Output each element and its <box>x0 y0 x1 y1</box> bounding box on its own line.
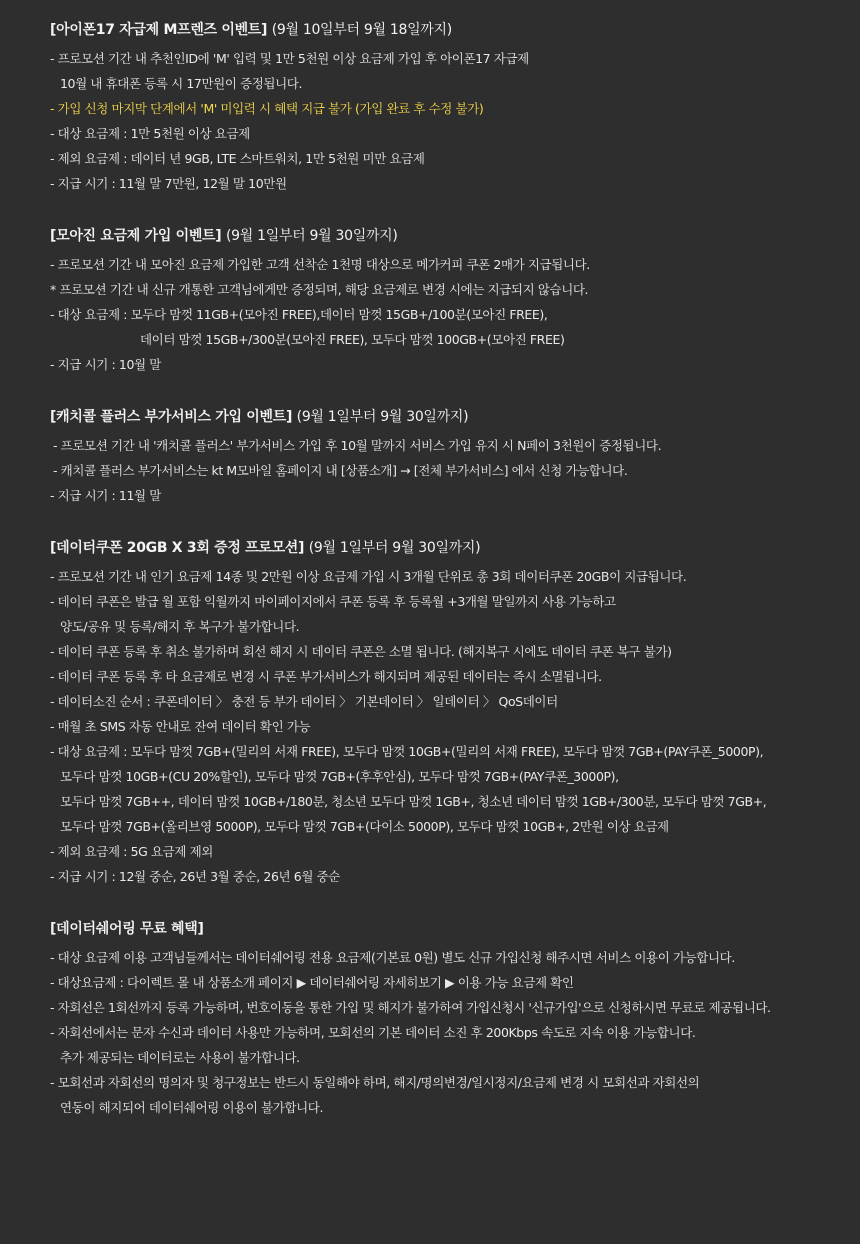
notice-line: - 데이터 쿠폰은 발급 월 포함 익월까지 마이페이지에서 쿠폰 등록 후 등록월 +3개월 말일까지 사용 가능하고 <box>50 594 616 609</box>
notice-line: - 데이터 쿠폰 등록 후 취소 불가하며 회선 해지 시 데이터 쿠폰은 소멸 됩니다. (해지복구 시에도 데이터 쿠폰 복구 불가) <box>50 644 672 659</box>
notice-line: - 모회선과 자회선의 명의자 및 청구정보는 반드시 동일해야 하며, 해지/명의변경/일시정지/요금제 변경 시 모회선과 자회선의 <box>50 1075 700 1090</box>
section-title <box>50 404 840 431</box>
notice-line: - 지급 시기 : 10월 말 <box>50 357 161 372</box>
notice-line: - 대상 요금제 : 모두다 맘껏 11GB+(모아진 FREE),데이터 맘껏 15GB+/100분(모아진 FREE), <box>50 307 548 322</box>
section-title-text: [캐치콜 플러스 부가서비스 가입 이벤트] <box>50 409 293 425</box>
notice-line: - 자회선은 1회선까지 등록 가능하며, 번호이동을 통한 가입 및 해지가 불가하여 가입신청시 '신규가입'으로 신청하시면 무료로 제공됩니다. <box>50 1000 771 1015</box>
section-title-text: [아이폰17 자급제 M프렌즈 이벤트] <box>50 22 268 38</box>
section-moajin-event <box>50 223 840 377</box>
notice-line: - 프로모션 기간 내 추천인ID에 'M' 입력 및 1만 5천원 이상 요금제 가입 후 아이폰17 자급제 <box>50 51 529 66</box>
section-period: (9월 1일부터 9월 30일까지) <box>296 409 469 425</box>
section-period: (9월 10일부터 9월 18일까지) <box>271 22 452 38</box>
notice-line: - 대상요금제 : 다이렉트 몰 내 상품소개 페이지 ▶ 데이터쉐어링 자세히보기 ▶ 이용 가능 요금제 확인 <box>50 975 574 990</box>
notice-line: 10월 내 휴대폰 등록 시 17만원이 증정됩니다. <box>60 76 303 91</box>
notice-line: - 프로모션 기간 내 인기 요금제 14종 및 2만원 이상 요금제 가입 시 3개월 단위로 총 3회 데이터쿠폰 20GB이 지급됩니다. <box>50 569 687 584</box>
section-title-text: [데이터쿠폰 20GB X 3회 증정 프로모션] <box>50 540 305 556</box>
notice-line: - 데이터소진 순서 : 쿠폰데이터 〉 충전 등 부가 데이터 〉 기본데이터 〉 일데이터 〉 QoS데이터 <box>50 694 558 709</box>
notice-line: - 자회선에서는 문자 수신과 데이터 사용만 가능하며, 모회선의 기본 데이터 소진 후 200Kbps 속도로 지속 이용 가능합니다. <box>50 1025 696 1040</box>
section-title <box>50 223 840 250</box>
notice-line: - 프로모션 기간 내 모아진 요금제 가입한 고객 선착순 1천명 대상으로 메가커피 쿠폰 2매가 지급됩니다. <box>50 257 590 272</box>
notice-line: 데이터 맘껏 15GB+/300분(모아진 FREE), 모두다 맘껏 100GB+(모아진 FREE) <box>140 332 565 347</box>
notice-line: - 대상 요금제 이용 고객님들께서는 데이터쉐어링 전용 요금제(기본료 0원) 별도 신규 가입신청 해주시면 서비스 이용이 가능합니다. <box>50 950 735 965</box>
notice-line: - 캐치콜 플러스 부가서비스는 kt M모바일 홈페이지 내 [상품소개] → [전체 부가서비스] 에서 신청 가능합니다. <box>53 463 628 478</box>
section-title <box>50 17 840 44</box>
notice-line: - 지급 시기 : 11월 말 <box>50 488 161 503</box>
section-data-sharing-benefit <box>50 916 840 1120</box>
notice-line: * 프로모션 기간 내 신규 개통한 고객님에게만 증정되며, 해당 요금제로 변경 시에는 지급되지 않습니다. <box>50 282 589 297</box>
section-iphone17-event <box>50 17 840 196</box>
notice-line: 모두다 맘껏 7GB++, 데이터 맘껏 10GB+/180분, 청소년 모두다 맘껏 1GB+, 청소년 데이터 맘껏 1GB+/300분, 모두다 맘껏 7GB+, <box>60 794 767 809</box>
section-period: (9월 1일부터 9월 30일까지) <box>308 540 481 556</box>
section-data-coupon-promotion <box>50 535 840 889</box>
notice-line: 연동이 해지되어 데이터쉐어링 이용이 불가합니다. <box>60 1100 324 1115</box>
notice-line: - 지급 시기 : 11월 말 7만원, 12월 말 10만원 <box>50 176 287 191</box>
notice-line: 모두다 맘껏 10GB+(CU 20%할인), 모두다 맘껏 7GB+(후후안심), 모두다 맘껏 7GB+(PAY쿠폰_3000P), <box>60 769 619 784</box>
notice-line: - 대상 요금제 : 1만 5천원 이상 요금제 <box>50 126 250 141</box>
section-catchcall-event <box>50 404 840 508</box>
notice-line: - 매월 초 SMS 자동 안내로 잔여 데이터 확인 가능 <box>50 719 311 734</box>
notice-page <box>50 17 840 1147</box>
notice-line: 추가 제공되는 데이터로는 사용이 불가합니다. <box>60 1050 300 1065</box>
notice-line: - 제외 요금제 : 데이터 년 9GB, LTE 스마트워치, 1만 5천원 미만 요금제 <box>50 151 425 166</box>
notice-line: - 지급 시기 : 12월 중순, 26년 3월 중순, 26년 6월 중순 <box>50 869 340 884</box>
notice-line: 모두다 맘껏 7GB+(올리브영 5000P), 모두다 맘껏 7GB+(다이소 5000P), 모두다 맘껏 10GB+, 2만원 이상 요금제 <box>60 819 669 834</box>
section-title-text: [데이터쉐어링 무료 혜택] <box>50 921 204 937</box>
section-period: (9월 1일부터 9월 30일까지) <box>225 228 398 244</box>
notice-line: 양도/공유 및 등록/해지 후 복구가 불가합니다. <box>60 619 300 634</box>
warning-line: - 가입 신청 마지막 단계에서 'M' 미입력 시 혜택 지급 불가 (가입 완료 후 수정 불가) <box>50 101 484 116</box>
section-title <box>50 916 840 943</box>
notice-line: - 대상 요금제 : 모두다 맘껏 7GB+(밀리의 서재 FREE), 모두다 맘껏 10GB+(밀리의 서재 FREE), 모두다 맘껏 7GB+(PAY쿠폰_5000P), <box>50 744 764 759</box>
notice-line: - 제외 요금제 : 5G 요금제 제외 <box>50 844 213 859</box>
notice-line: - 데이터 쿠폰 등록 후 타 요금제로 변경 시 쿠폰 부가서비스가 해지되며 제공된 데이터는 즉시 소멸됩니다. <box>50 669 602 684</box>
notice-line: - 프로모션 기간 내 '캐치콜 플러스' 부가서비스 가입 후 10월 말까지 서비스 가입 유지 시 N페이 3천원이 증정됩니다. <box>53 438 662 453</box>
section-title <box>50 535 840 562</box>
section-title-text: [모아진 요금제 가입 이벤트] <box>50 228 222 244</box>
